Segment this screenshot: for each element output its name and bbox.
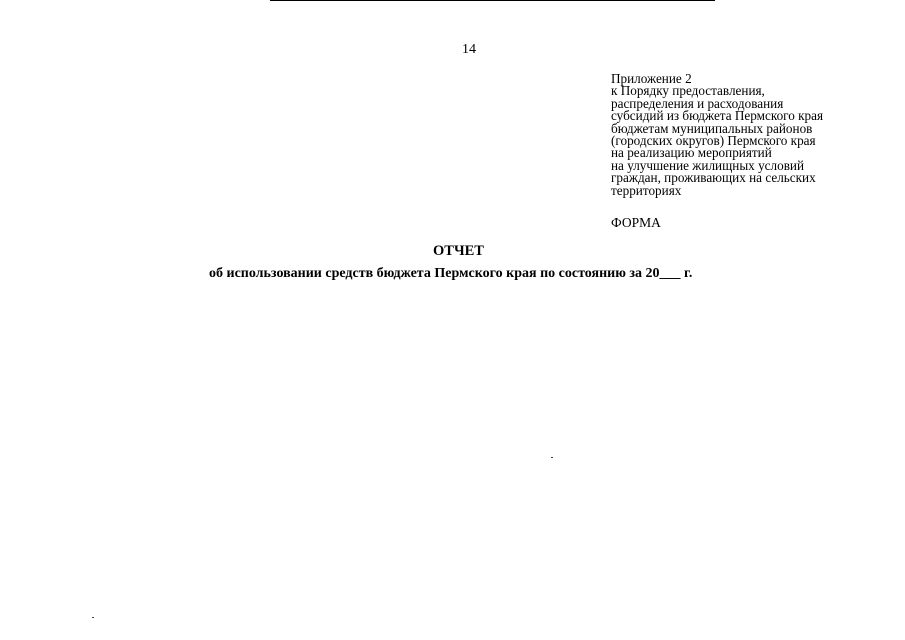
appendix-note (611, 73, 871, 197)
report-subtitle: об использовании средств бюджета Пермского края по состоянию за 20___ г. (209, 266, 693, 281)
top-border-line (270, 0, 715, 1)
page-number: 14 (462, 42, 476, 57)
appendix-line: на улучшение жилищных условий (611, 157, 805, 173)
appendix-line: Приложение 2 (611, 71, 692, 86)
appendix-line: субсидий из бюджета Пермского края (611, 108, 824, 124)
form-label: ФОРМА (611, 215, 661, 230)
appendix-line: к Порядку предоставления, (611, 83, 765, 99)
appendix-line: бюджетам муниципальных районов (611, 120, 813, 136)
appendix-line: на реализацию мероприятий (611, 145, 772, 161)
appendix-line: территориях (611, 182, 682, 198)
scan-speck (551, 457, 553, 458)
appendix-line: распределения и расходования (611, 95, 784, 111)
report-title: ОТЧЕТ (433, 243, 484, 259)
appendix-line: граждан, проживающих на сельских (611, 170, 816, 186)
scan-speck (92, 617, 94, 618)
appendix-line: (городских округов) Пермского края (611, 133, 816, 149)
